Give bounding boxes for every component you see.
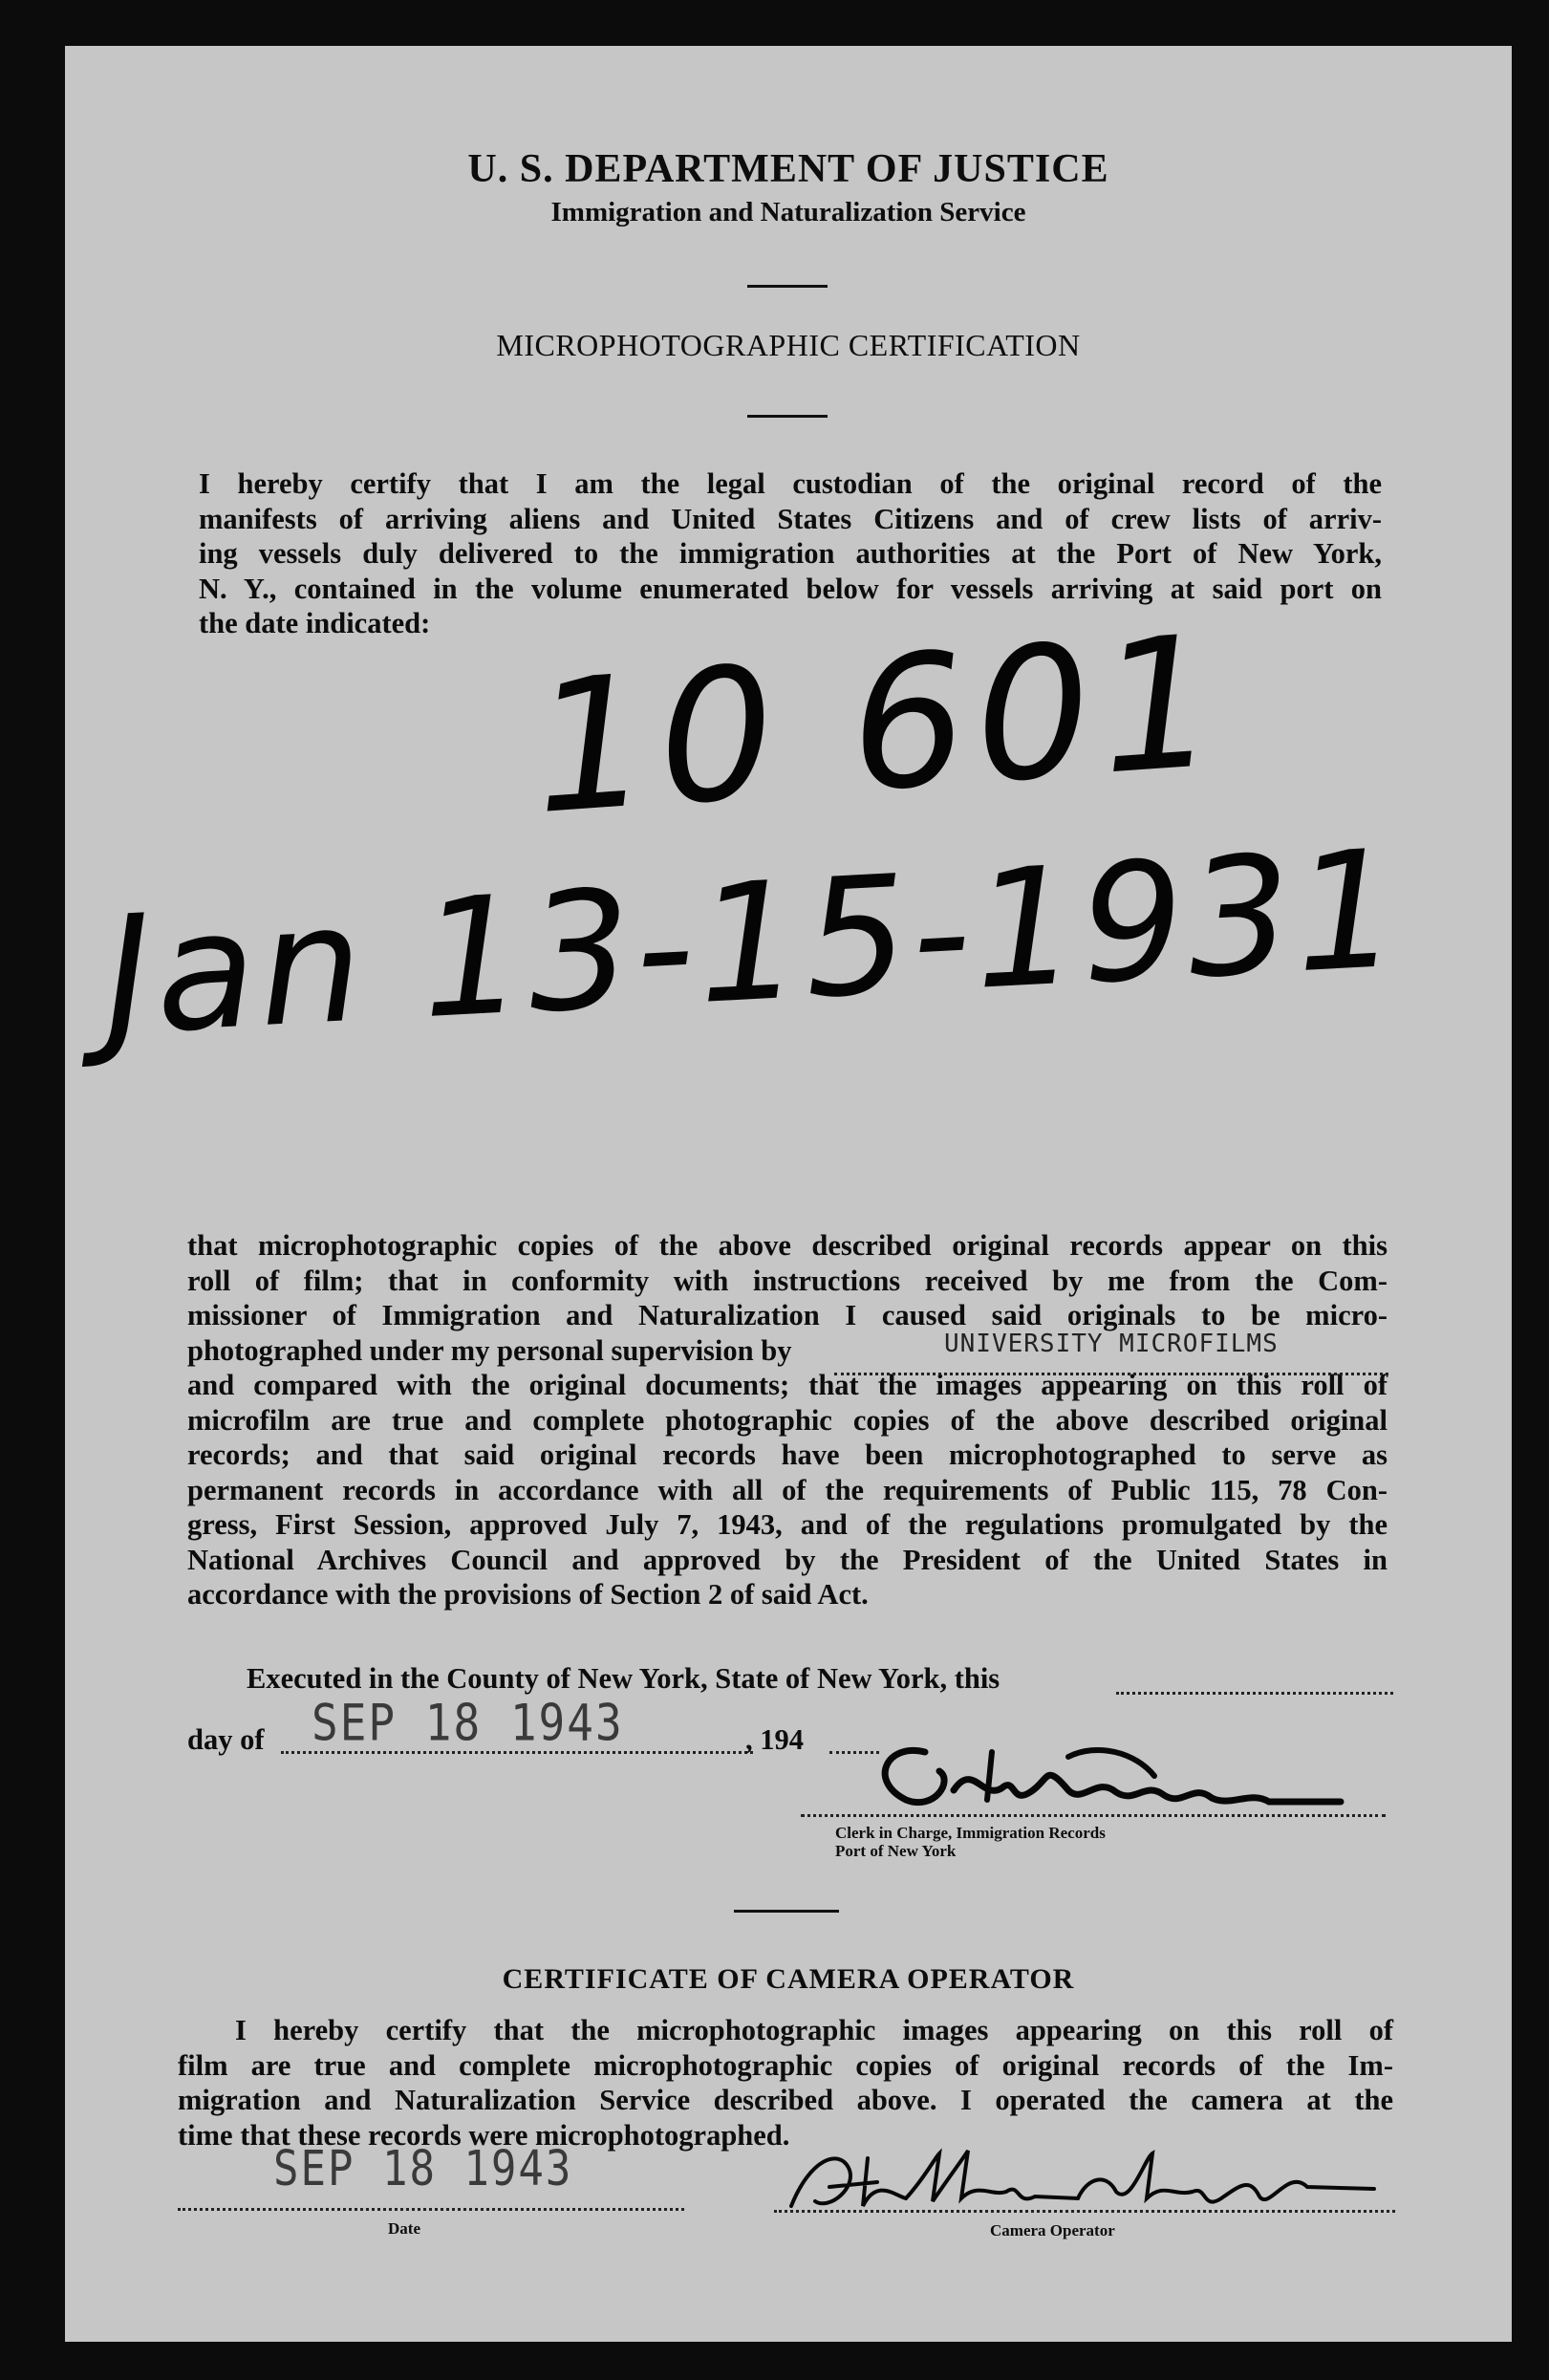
handwritten-dates: Jan 13-15-1931 xyxy=(98,814,1408,1072)
typed-company-name: UNIVERSITY MICROFILMS xyxy=(944,1330,1279,1358)
executed-text: Executed in the County of New York, State of New York, this xyxy=(247,1662,1000,1695)
executed-blank-line xyxy=(1116,1692,1393,1695)
clerk-title-line: Port of New York xyxy=(835,1842,957,1860)
paragraph-line: permanent records in accordance with all of the requirements of Public 115, 78 Con- xyxy=(187,1473,1388,1506)
paragraph-line: microfilm are true and complete photographic copies of the above described original xyxy=(187,1403,1388,1437)
paragraph-line: gress, First Session, approved July 7, 1943, and of the regulations promulgated by the xyxy=(187,1508,1388,1541)
paragraph-line: that microphotographic copies of the above described original records appear on this xyxy=(187,1229,1388,1262)
paragraph-line: manifests of arriving aliens and United States Citizens and of crew lists of arriv- xyxy=(199,502,1382,535)
supervision-blank-line xyxy=(834,1373,1388,1375)
camera-operator-paragraph xyxy=(178,2013,1393,2153)
divider xyxy=(747,285,828,288)
certification-paragraph xyxy=(187,1228,1388,1612)
paragraph-line: time that these records were microphotographed. xyxy=(178,2118,790,2152)
paragraph-line: film are true and complete microphotographic copies of original records of the Im- xyxy=(178,2048,1393,2082)
operator-signature-line xyxy=(774,2210,1395,2213)
clerk-title xyxy=(835,1824,1106,1860)
paragraph-line: National Archives Council and approved by the President of the United States in xyxy=(187,1543,1388,1576)
camera-operator-heading: CERTIFICATE OF CAMERA OPERATOR xyxy=(502,1963,1075,1995)
paragraph-line: I hereby certify that the microphotographic images appearing on this roll of xyxy=(235,2014,1393,2046)
paragraph-line: migration and Naturalization Service described above. I operated the camera at the xyxy=(178,2084,1393,2116)
service-subtitle: Immigration and Naturalization Service xyxy=(550,197,1026,227)
department-title: U. S. DEPARTMENT OF JUSTICE xyxy=(467,147,1109,191)
handwritten-volume-number: 10 601 xyxy=(527,595,1233,855)
paragraph-line: N. Y., contained in the volume enumerated below for vessels arriving at said port on xyxy=(199,572,1382,605)
paragraph-line: I hereby certify that I am the legal custodian of the original record of the xyxy=(199,467,1382,500)
clerk-signature-line xyxy=(801,1814,1386,1817)
operator-date-stamp: SEP 18 1943 xyxy=(273,2141,573,2197)
clerk-signature xyxy=(849,1723,1355,1838)
year-prefix: , 194 xyxy=(745,1723,804,1756)
clerk-title-line: Clerk in Charge, Immigration Records xyxy=(835,1824,1106,1842)
day-of-label: day of xyxy=(187,1723,265,1756)
paragraph-line: the date indicated: xyxy=(199,607,431,639)
divider xyxy=(734,1910,839,1913)
date-stamp: SEP 18 1943 xyxy=(312,1692,624,1753)
paragraph-line: missioner of Immigration and Naturalization I caused said originals to be micro- xyxy=(187,1299,1388,1331)
paragraph-line: ing vessels duly delivered to the immigration authorities at the Port of New York, xyxy=(199,537,1382,570)
certificate-sheet xyxy=(65,46,1512,2342)
paragraph-line: accordance with the provisions of Section 2 of said Act. xyxy=(187,1578,869,1611)
paragraph-line: roll of film; that in conformity with instructions received by me from the Com- xyxy=(187,1264,1388,1297)
paragraph-line: and compared with the original documents; that the images appearing on this roll of xyxy=(187,1369,1388,1401)
paragraph-line: photographed under my personal supervision by xyxy=(187,1333,792,1367)
date-label: Date xyxy=(388,2219,420,2238)
paragraph-line: records; and that said original records have been microphotographed to serve as xyxy=(187,1439,1388,1471)
divider xyxy=(747,415,828,418)
date-line xyxy=(178,2208,684,2211)
camera-operator-label: Camera Operator xyxy=(990,2221,1115,2239)
document-title: MICROPHOTOGRAPHIC CERTIFICATION xyxy=(496,328,1081,362)
